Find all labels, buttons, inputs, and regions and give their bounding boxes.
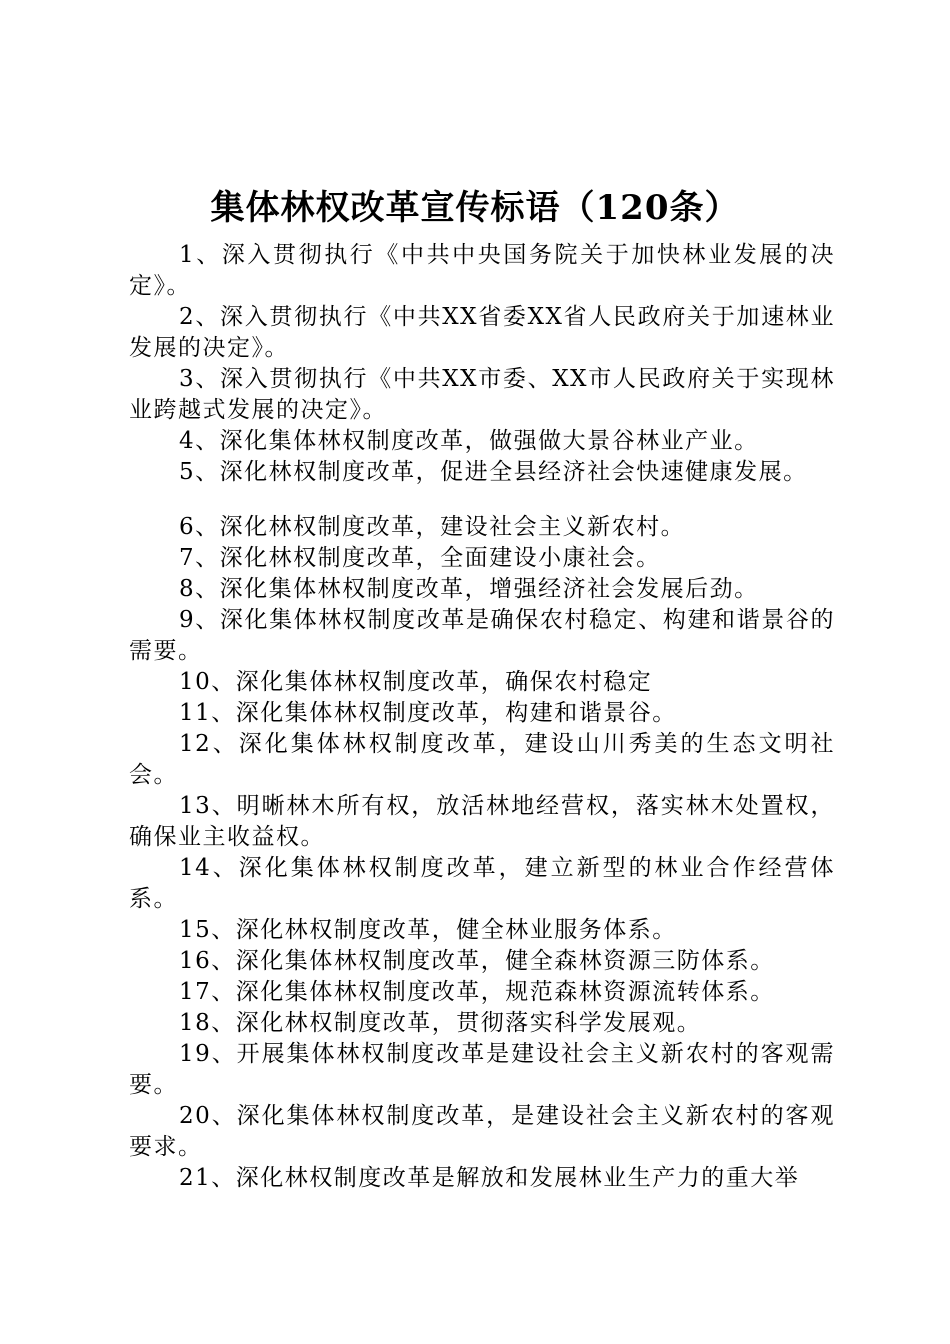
slogan-item-6: 6、深化林权制度改革，建设社会主义新农村。 [179,514,686,540]
slogan-item-21: 21、深化林权制度改革是解放和发展林业生产力的重大举 [179,1165,800,1191]
slogan-item-12: 12、深化集体林权制度改革，建设山川秀美的生态文明社会。 [129,731,835,788]
slogan-item-10: 10、深化集体林权制度改革，确保农村稳定 [179,669,653,695]
slogan-item-16: 16、深化集体林权制度改革，健全森林资源三防体系。 [179,948,775,974]
slogan-item-17: 17、深化集体林权制度改革，规范森林资源流转体系。 [179,979,775,1005]
slogan-item-2: 2、深入贯彻执行《中共XX省委XX省人民政府关于加速林业发展的决定》。 [129,304,835,361]
slogan-item-4: 4、深化集体林权制度改革，做强做大景谷林业产业。 [179,428,759,454]
slogan-item-13: 13、明晰林木所有权，放活林地经营权，落实林木处置权，确保业主收益权。 [129,793,835,850]
slogan-item-20: 20、深化集体林权制度改革，是建设社会主义新农村的客观要求。 [129,1103,835,1160]
slogan-item-7: 7、深化林权制度改革，全面建设小康社会。 [179,545,661,571]
slogan-item-5: 5、深化林权制度改革，促进全县经济社会快速健康发展。 [179,459,808,485]
slogan-item-8: 8、深化集体林权制度改革，增强经济社会发展后劲。 [179,576,759,602]
slogan-item-11: 11、深化集体林权制度改革，构建和谐景谷。 [179,700,677,726]
slogan-list [129,240,835,1194]
slogan-item-3: 3、深入贯彻执行《中共XX市委、XX市人民政府关于实现林业跨越式发展的决定》。 [129,366,835,423]
slogan-item-18: 18、深化林权制度改革，贯彻落实科学发展观。 [179,1010,702,1036]
slogan-item-19: 19、开展集体林权制度改革是建设社会主义新农村的客观需要。 [129,1041,835,1098]
slogan-item-14: 14、深化集体林权制度改革，建立新型的林业合作经营体系。 [129,855,835,912]
slogan-item-9: 9、深化集体林权制度改革是确保农村稳定、构建和谐景谷的需要。 [129,607,835,664]
document-title: 集体林权改革宣传标语（120条） [210,188,740,228]
slogan-item-1: 1、深入贯彻执行《中共中央国务院关于加快林业发展的决定》。 [129,242,835,299]
slogan-item-15: 15、深化林权制度改革，健全林业服务体系。 [179,917,677,943]
